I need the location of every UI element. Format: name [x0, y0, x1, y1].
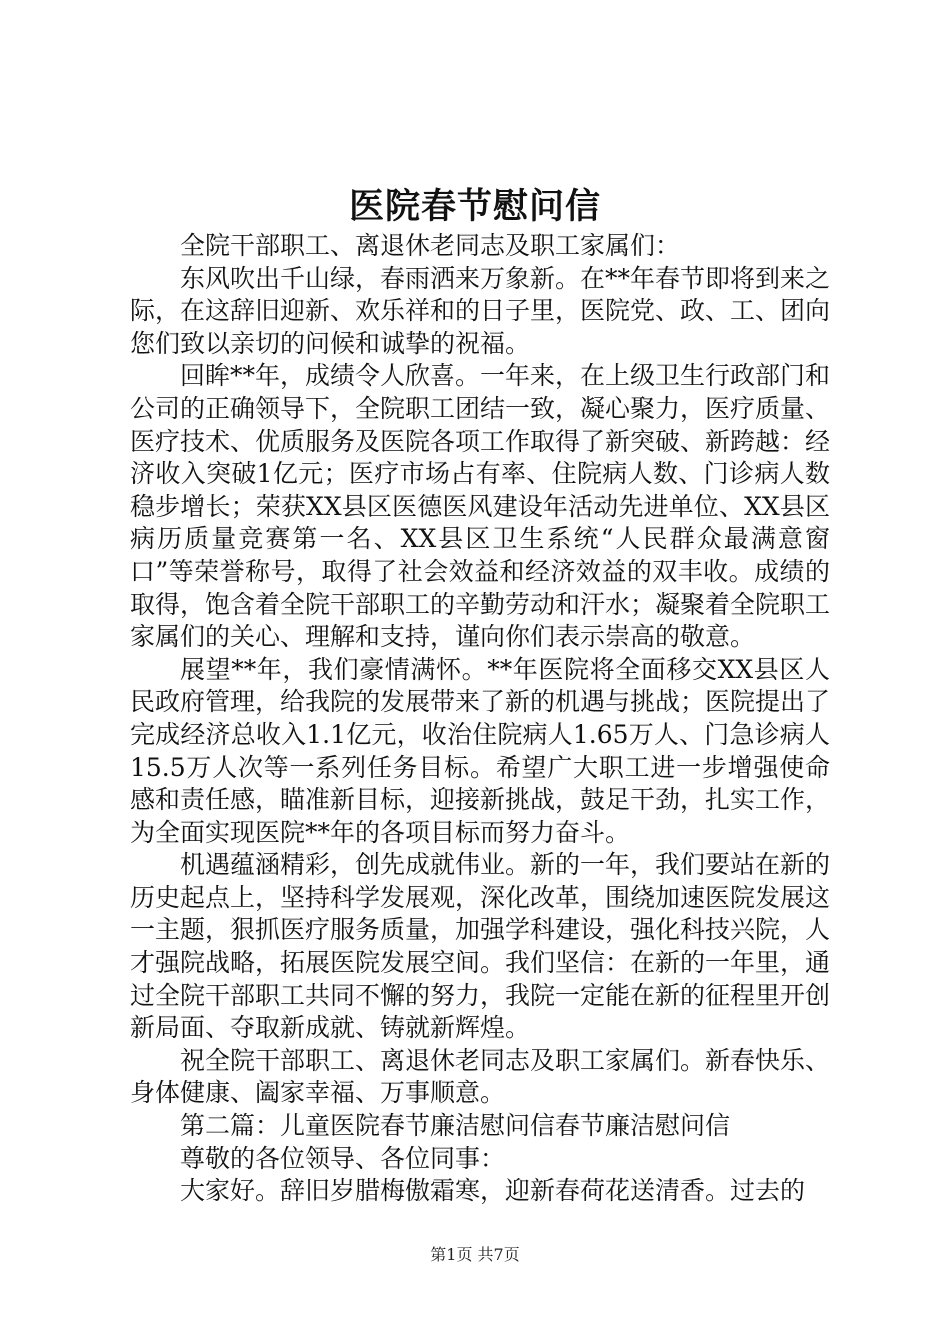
paragraph-outlook: 展望**年，我们豪情满怀。**年医院将全面移交XX县区人民政府管理，给我院的发展带来了新的机遇与挑战；医院提出了完成经济总收入1.1亿元，收治住院病人1.65万人、门急诊病人15.5万人次等一系列任务目标。希望广大职工进一步增强使命感和责任感，瞄准新目标，迎接新挑战，鼓足干劲，扎实工作，为全面实现医院**年的各项目标而努力奋斗。 — [130, 654, 831, 847]
salutation: 全院干部职工、离退休老同志及职工家属们： — [180, 231, 681, 260]
document-body — [130, 230, 830, 1208]
paragraph-greeting: 东风吹出千山绿，春雨洒来万象新。在**年春节即将到来之际，在这辞旧迎新、欢乐祥和的日子里，医院党、政、工、团向您们致以亲切的问候和诚挚的祝福。 — [130, 263, 831, 358]
paragraph-review: 回眸**年，成绩令人欣喜。一年来，在上级卫生行政部门和公司的正确领导下，全院职工团结一致，凝心聚力，医疗质量、医疗技术、优质服务及医院各项工作取得了新突破、新跨越：经济收入突破1亿元；医疗市场占有率、住院病人数、门诊病人数稳步增长；荣获XX县区医德医风建设年活动先进单位、XX县区病历质量竞赛第一名、XX县区卫生系统“人民群众最满意窗口”等荣誉称号，取得了社会效益和经济效益的双丰收。成绩的取得，饱含着全院干部职工的辛勤劳动和汗水；凝聚着全院职工家属们的关心、理解和支持，谨向你们表示崇高的敬意。 — [130, 361, 831, 652]
paragraph-second-intro: 大家好。辞旧岁腊梅傲霜寒，迎新春荷花送清香。过去的 — [180, 1176, 806, 1206]
paragraph-wishes: 祝全院干部职工、离退休老同志及职工家属们。新春快乐、身体健康、阖家幸福、万事顺意。 — [130, 1045, 831, 1108]
paragraph-opportunity: 机遇蕴涵精彩，创先成就伟业。新的一年，我们要站在新的历史起点上，坚持科学发展观，深化改革，围绕加速医院发展这一主题，狠抓医疗服务质量，加强学科建设，强化科技兴院，人才强院战略，拓展医院发展空间。我们坚信：在新的一年里，通过全院干部职工共同不懈的努力，我院一定能在新的征程里开创新局面、夺取新成就、铸就新辉煌。 — [130, 850, 831, 1043]
page-number: 第1页 共7页 — [430, 1245, 520, 1264]
section-heading: 第二篇：儿童医院春节廉洁慰问信春节廉洁慰问信 — [180, 1111, 731, 1141]
document-title: 医院春节慰问信 — [348, 186, 601, 227]
second-salutation: 尊敬的各位领导、各位同事： — [180, 1143, 506, 1173]
